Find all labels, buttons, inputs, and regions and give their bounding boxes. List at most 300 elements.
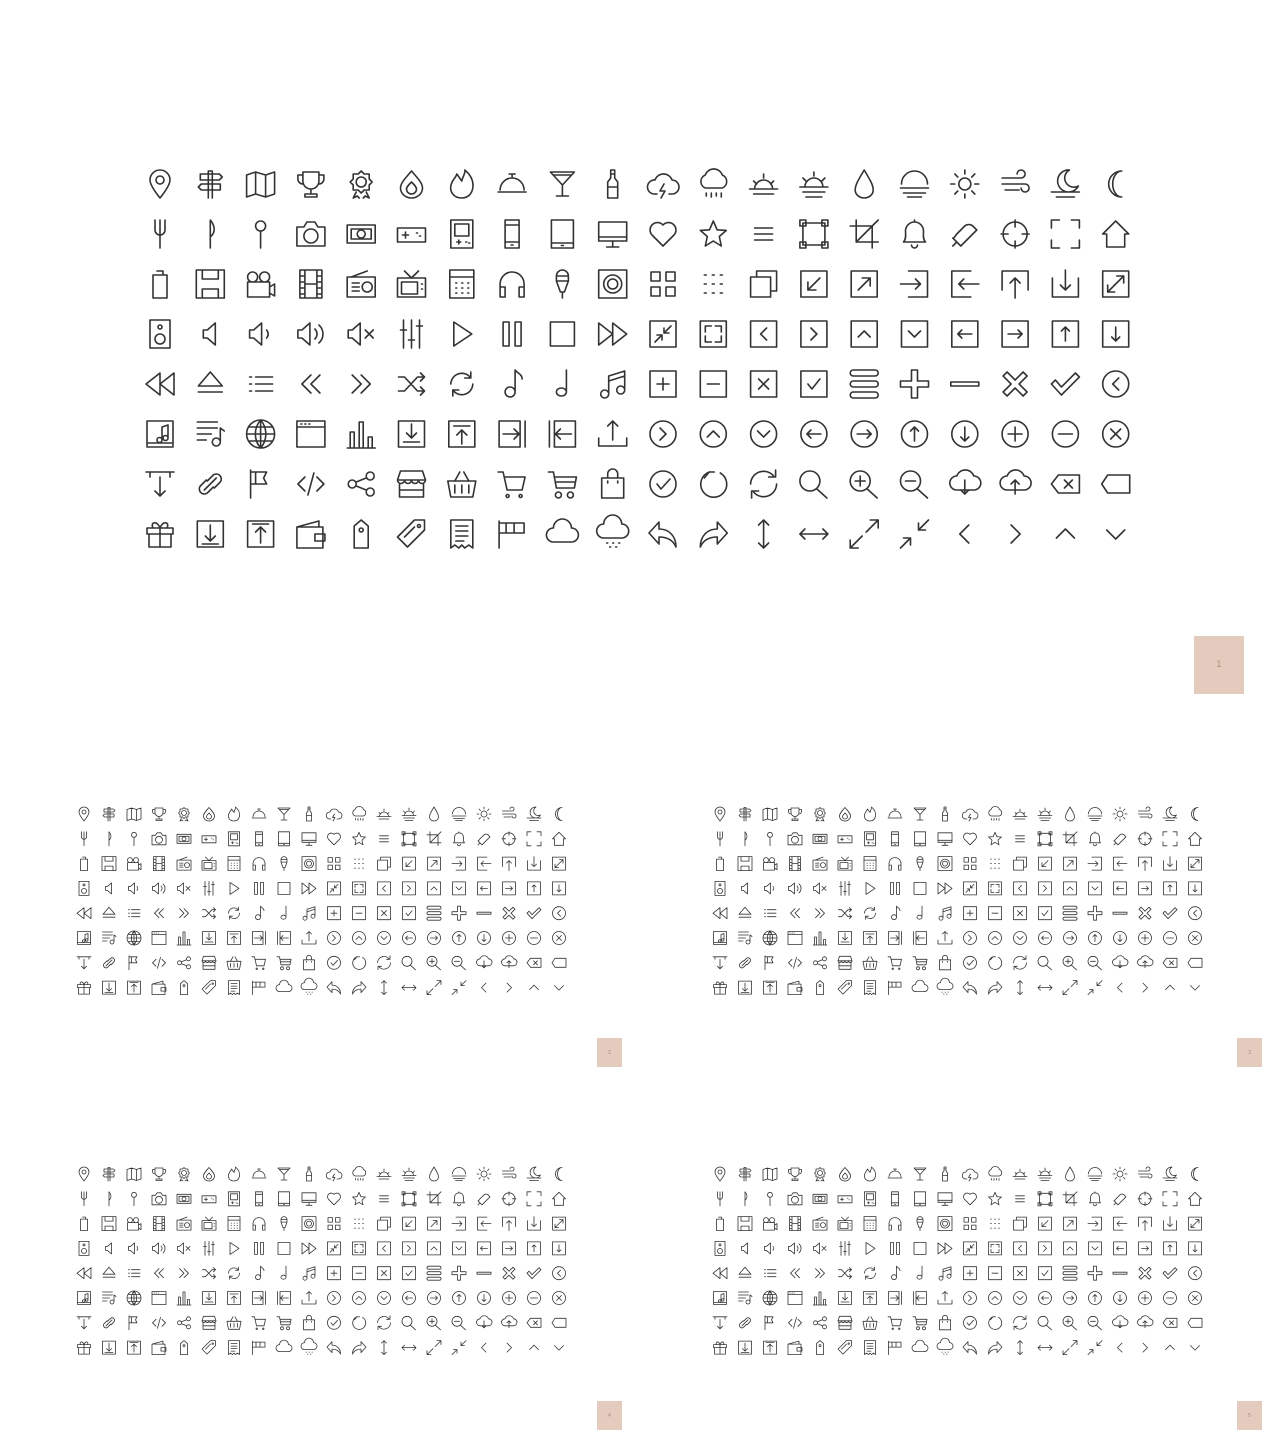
minus-box-icon [353, 1267, 366, 1280]
plus-box-icon [328, 907, 341, 920]
rotate-ccw-icon [701, 472, 727, 497]
link-icon [199, 474, 221, 494]
plus-box-icon [650, 371, 676, 397]
moon-fog-icon [1163, 807, 1177, 821]
volume-high-icon [298, 323, 323, 345]
fork-icon [82, 832, 87, 846]
cloud-upload-icon [502, 1316, 518, 1328]
food-cloche-icon [888, 809, 902, 818]
horizon-icon [452, 808, 466, 821]
eject-icon [103, 1267, 115, 1277]
minus-circle-icon [528, 932, 541, 945]
slide-thumbnail-2[interactable] [640, 720, 1280, 1080]
gamepad-icon [202, 836, 216, 843]
camera-icon [788, 1193, 802, 1205]
music-album-icon [78, 932, 91, 945]
monitor-icon [938, 1193, 952, 1206]
browser-window-icon [788, 932, 802, 945]
upload-box-icon [248, 521, 274, 547]
chevrons-left-icon [791, 909, 800, 918]
play-icon [454, 322, 472, 346]
camera-icon [152, 833, 166, 845]
chevron-left-box-icon [378, 1242, 391, 1255]
cloud-snow-icon [301, 978, 317, 994]
backspace-icon [1163, 958, 1177, 967]
speaker-box-icon [150, 320, 170, 348]
tag-icon [838, 1341, 852, 1355]
store-icon [398, 471, 426, 497]
arrow-up-circle-icon [1089, 932, 1102, 945]
zoom-in-icon [1063, 1316, 1077, 1330]
cloud-lightning-icon [326, 1169, 342, 1181]
crop-icon [427, 832, 441, 846]
home-icon [553, 1192, 566, 1205]
map-icon [127, 1168, 141, 1181]
chevron-left-circle-icon [1189, 907, 1202, 920]
smartphone-icon [892, 832, 899, 846]
arrow-right-circle-icon [1064, 932, 1077, 945]
cocktail-glass-icon [914, 808, 926, 820]
speaker-box-icon [79, 1241, 89, 1255]
fullscreen-icon [527, 832, 541, 846]
reply-icon [649, 522, 676, 547]
compact-camera-icon [813, 834, 827, 843]
chevron-right-circle-icon [650, 421, 676, 447]
chevron-left-box-icon [1014, 1242, 1027, 1255]
shuffle-icon [203, 1268, 216, 1279]
shuffle-icon [839, 1268, 852, 1279]
chevron-right-box-icon [403, 1242, 416, 1255]
calculator-icon [864, 1217, 876, 1231]
tv-icon [838, 1217, 852, 1230]
calculator-icon [228, 857, 240, 871]
globe-icon [763, 1291, 777, 1305]
cloud-download-icon [950, 470, 981, 494]
arrow-right-box-icon [503, 882, 516, 895]
plus-icon [901, 370, 929, 398]
home-icon [553, 832, 566, 845]
flag-icon [251, 470, 267, 498]
close-box-icon [1014, 1267, 1027, 1280]
plus-icon [1088, 1266, 1102, 1280]
home-icon [1189, 832, 1202, 845]
chevron-left-box-icon [378, 882, 391, 895]
fullscreen-box-icon [700, 321, 726, 347]
close-box-icon [751, 371, 777, 397]
basket-icon [863, 957, 877, 970]
arrow-up-right-box-icon [851, 271, 877, 297]
food-cloche-icon [888, 1169, 902, 1178]
plus-circle-icon [1139, 1292, 1152, 1305]
basket-icon [448, 472, 476, 497]
cart-wheels-icon [913, 1317, 927, 1330]
copy-icon [1014, 1217, 1027, 1230]
chevron-right-circle-icon [328, 932, 341, 945]
link-icon [104, 958, 115, 968]
equalizer-icon [204, 1241, 215, 1255]
fire-drop-icon [840, 808, 851, 822]
star-icon [353, 832, 366, 845]
price-tag-icon [181, 981, 188, 995]
moon-fog-icon [527, 1167, 541, 1181]
cloud-download-icon [477, 1316, 493, 1328]
microphone-icon [556, 270, 568, 298]
cocktail-glass-icon [914, 1168, 926, 1180]
eject-icon [739, 907, 751, 917]
music-notes-icon [939, 907, 951, 921]
cart-icon [888, 1317, 902, 1330]
volume-mute-icon [742, 883, 748, 894]
chevron-left-circle-icon [553, 1267, 566, 1280]
arrow-right-circle-icon [428, 932, 441, 945]
arrow-up-box-icon [1139, 857, 1152, 871]
target-icon [502, 1192, 516, 1206]
cloud-download-icon [1113, 1316, 1129, 1328]
expand-box-icon [1189, 857, 1202, 870]
smartphone-icon [256, 832, 263, 846]
arrow-up-circle-icon [453, 1292, 466, 1305]
compact-camera-icon [177, 1194, 191, 1203]
search-icon [1038, 956, 1052, 970]
store-icon [202, 1316, 216, 1329]
sync-icon [1014, 1316, 1027, 1330]
cloud-upload-icon [1138, 956, 1154, 968]
fire-drop-icon [204, 1168, 215, 1182]
wind-icon [1002, 170, 1029, 192]
volume-high-icon [153, 883, 166, 894]
calculator-icon [864, 857, 876, 871]
price-tag-icon [354, 520, 368, 548]
chevrons-left-icon [155, 909, 164, 918]
minus-circle-icon [1164, 932, 1177, 945]
pin-icon [132, 1192, 137, 1206]
grid-4-icon [328, 858, 340, 870]
arrow-up-circle-icon [453, 932, 466, 945]
share-icon [178, 1317, 191, 1329]
cocktail-glass-icon [278, 1168, 290, 1180]
arrows-vertical-icon [1018, 981, 1023, 995]
store-icon [838, 1316, 852, 1329]
store-icon [202, 956, 216, 969]
pin-icon [768, 832, 773, 846]
cloud-rain-icon [701, 169, 727, 197]
arrow-down-box-icon [1164, 1217, 1177, 1231]
floppy-disk-icon [102, 857, 116, 871]
search-icon [800, 471, 827, 498]
page-number-badge: 2 [597, 1038, 622, 1067]
expand-diagonal-icon [427, 981, 441, 995]
forward-icon [989, 982, 1003, 995]
chevron-down-icon [1191, 1346, 1200, 1351]
globe-icon [763, 931, 777, 945]
arrow-right-circle-icon [428, 1292, 441, 1305]
download-box-icon [197, 521, 223, 547]
play-icon [866, 1242, 875, 1254]
shopping-bag-icon [602, 469, 624, 498]
volume-mute-icon [106, 1243, 112, 1254]
arrow-left-box-icon [1114, 882, 1127, 895]
moon-icon [1192, 808, 1199, 821]
chevron-up-icon [530, 1345, 539, 1350]
receipt-icon [865, 1341, 876, 1355]
home-icon [1189, 1192, 1202, 1205]
grid-4-icon [964, 858, 976, 870]
signpost-icon [739, 808, 751, 822]
play-icon [866, 882, 875, 894]
plus-icon [452, 906, 466, 920]
cloud-upload-icon [1000, 470, 1031, 494]
stop-icon [914, 1242, 926, 1254]
arrow-into-bar-icon [889, 1292, 902, 1305]
bell-icon [904, 220, 926, 248]
wind-icon [1139, 1167, 1153, 1178]
tv-icon [202, 857, 216, 870]
star-icon [989, 1192, 1002, 1205]
signpost-icon [198, 171, 222, 198]
arrows-horizontal-icon [1038, 985, 1052, 990]
chevron-right-icon [1143, 1343, 1148, 1352]
map-pin-icon [715, 807, 725, 821]
zoom-out-icon [452, 1316, 466, 1330]
tag-icon [398, 520, 425, 547]
tv-icon [398, 271, 426, 297]
fire-drop-icon [204, 808, 215, 822]
upload-tray-icon [864, 1292, 877, 1305]
download-stand-icon [146, 472, 174, 496]
browser-window-icon [152, 932, 166, 945]
rotate-ccw-icon [989, 1317, 1002, 1330]
plus-box-icon [964, 1267, 977, 1280]
shrink-diagonal-icon [901, 520, 929, 548]
cocktail-glass-icon [550, 172, 574, 196]
handheld-console-icon [229, 1192, 240, 1206]
frame-crop-icon [1038, 832, 1052, 846]
minus-icon [477, 1272, 491, 1274]
slide-thumbnail-1[interactable] [0, 720, 640, 1080]
tablet-icon [279, 1192, 290, 1206]
arrow-into-bar-icon [889, 932, 902, 945]
chevron-left-box-icon [1014, 882, 1027, 895]
floppy-disk-icon [738, 857, 752, 871]
bottle-icon [307, 1167, 312, 1181]
upload-box-icon [764, 1341, 777, 1354]
playlist-icon [739, 1292, 753, 1304]
battery-icon [717, 1217, 724, 1231]
backspace-icon [1163, 1318, 1177, 1327]
gamepad-icon [838, 1196, 852, 1203]
equalizer-icon [840, 881, 851, 895]
music-notes-icon [601, 371, 625, 398]
copy-icon [378, 857, 391, 870]
shrink-box-icon [964, 1242, 977, 1255]
compact-camera-icon [813, 1194, 827, 1203]
chevron-up-box-icon [428, 1242, 441, 1255]
search-icon [1038, 1316, 1052, 1330]
headphones-icon [253, 858, 265, 871]
download-stand-icon [77, 957, 91, 969]
rotate-ccw-icon [353, 1317, 366, 1330]
shuffle-icon [399, 373, 425, 395]
arrow-right-box-icon [1139, 1242, 1152, 1255]
horizon-icon [452, 1168, 466, 1181]
slide-thumbnail-3[interactable] [0, 1083, 640, 1443]
flame-icon [451, 170, 473, 198]
menu-icon [380, 836, 389, 842]
bell-tilted-icon [478, 834, 490, 845]
close-box-icon [378, 907, 391, 920]
windsock-icon [253, 981, 266, 995]
log-out-icon [1114, 1217, 1128, 1230]
backspace-icon [1051, 475, 1079, 493]
code-icon [789, 957, 802, 968]
crop-icon [1063, 832, 1077, 846]
check-box-icon [403, 907, 416, 920]
volume-mute-icon [203, 323, 215, 345]
flame-icon [864, 1167, 875, 1181]
download-stand-icon [713, 957, 727, 969]
video-camera-icon [764, 858, 778, 871]
database-icon [850, 370, 878, 398]
sunset-icon [402, 808, 416, 821]
browser-window-icon [152, 1292, 166, 1305]
microphone-icon [917, 1217, 923, 1231]
download-tray-icon [203, 932, 216, 945]
chevron-down-circle-icon [1014, 932, 1027, 945]
shrink-diagonal-icon [452, 1341, 466, 1355]
sunrise-icon [1013, 809, 1027, 819]
tag-label-icon [1102, 475, 1130, 493]
speaker-icon [938, 857, 952, 871]
frame-crop-icon [1038, 1192, 1052, 1206]
grid-9-icon [704, 275, 722, 293]
shrink-box-icon [964, 882, 977, 895]
cart-wheels-icon [913, 957, 927, 970]
bottle-icon [943, 807, 948, 821]
speaker-icon [599, 270, 627, 298]
download-box-icon [103, 981, 116, 994]
refresh-icon [865, 907, 876, 919]
upload-tray-icon [228, 1292, 241, 1305]
arrow-down-circle-icon [478, 932, 491, 945]
arrow-left-circle-icon [403, 932, 416, 945]
chevron-up-box-icon [428, 882, 441, 895]
sunrise-icon [377, 809, 391, 819]
arrow-into-bar-icon [253, 1292, 266, 1305]
bottle-icon [943, 1167, 948, 1181]
volume-off-icon [814, 883, 827, 894]
fullscreen-icon [1163, 832, 1177, 846]
link-icon [740, 1318, 751, 1328]
upload-box-icon [128, 1341, 141, 1354]
download-tray-icon [839, 932, 852, 945]
film-strip-icon [300, 270, 322, 298]
forward-icon [353, 982, 367, 995]
chevrons-right-icon [180, 1269, 189, 1278]
cloud-icon [912, 980, 928, 992]
check-circle-icon [328, 1316, 341, 1329]
fullscreen-box-icon [353, 1242, 366, 1255]
globe-icon [127, 931, 141, 945]
slide-main[interactable] [0, 0, 1280, 720]
calculator-icon [450, 270, 474, 298]
tag-label-icon [552, 1318, 566, 1327]
icon-grid [0, 720, 640, 1080]
share-upload-icon [302, 1292, 316, 1305]
sync-icon [378, 956, 391, 970]
receipt-icon [229, 981, 240, 995]
slide-thumbnail-4[interactable] [640, 1083, 1280, 1443]
arrow-down-box-icon [528, 1217, 541, 1231]
arrow-up-right-box-icon [1064, 1217, 1077, 1230]
knife-icon [109, 832, 111, 846]
chevron-right-circle-icon [328, 1292, 341, 1305]
minus-circle-icon [1052, 421, 1078, 447]
minus-box-icon [353, 907, 366, 920]
moon-icon [1192, 1168, 1199, 1181]
chevron-left-box-icon [751, 321, 777, 347]
radio-icon [813, 857, 827, 870]
chevron-left-icon [482, 1343, 487, 1352]
shopping-bag-icon [940, 1315, 951, 1330]
receipt-icon [451, 520, 473, 548]
water-drop-icon [1066, 807, 1075, 821]
backspace-icon [527, 1318, 541, 1327]
chevron-up-icon [1166, 985, 1175, 990]
rotate-ccw-icon [353, 957, 366, 970]
moon-fog-icon [1163, 1167, 1177, 1181]
code-icon [153, 1317, 166, 1328]
receipt-icon [229, 1341, 240, 1355]
cloud-rain-icon [353, 1166, 366, 1180]
playlist-icon [103, 932, 117, 944]
bar-chart-icon [177, 1292, 191, 1305]
calculator-icon [228, 1217, 240, 1231]
compact-camera-icon [177, 834, 191, 843]
arrow-into-bar-icon [499, 421, 525, 447]
zoom-out-icon [901, 471, 928, 498]
heart-icon [328, 833, 341, 845]
database-icon [427, 1266, 441, 1280]
map-pin-icon [150, 170, 170, 198]
fork-icon [155, 220, 165, 248]
bell-icon [1090, 832, 1101, 846]
arrow-right-box-icon [1002, 321, 1028, 347]
gift-icon [714, 1342, 727, 1354]
wallet-icon [152, 1341, 166, 1355]
stop-icon [278, 882, 290, 894]
shuffle-icon [839, 908, 852, 919]
share-icon [348, 472, 374, 496]
windsock-icon [889, 981, 902, 995]
chevrons-right-icon [816, 1269, 825, 1278]
map-icon [763, 808, 777, 821]
wind-icon [1139, 807, 1153, 818]
star-icon [353, 1192, 366, 1205]
expand-diagonal-icon [850, 520, 878, 548]
arrow-down-box-icon [1052, 270, 1078, 297]
volume-low-icon [129, 1243, 138, 1254]
arrows-vertical-icon [759, 520, 769, 548]
check-circle-icon [328, 956, 341, 969]
water-drop-icon [1066, 1167, 1075, 1181]
chevrons-right-icon [180, 909, 189, 918]
arrow-up-box-sm-icon [1164, 882, 1177, 895]
radio-icon [347, 271, 375, 297]
chevron-down-circle-icon [378, 1292, 391, 1305]
cloud-icon [276, 1340, 292, 1352]
arrow-out-bar-icon [914, 1292, 927, 1305]
list-icon [129, 910, 141, 917]
